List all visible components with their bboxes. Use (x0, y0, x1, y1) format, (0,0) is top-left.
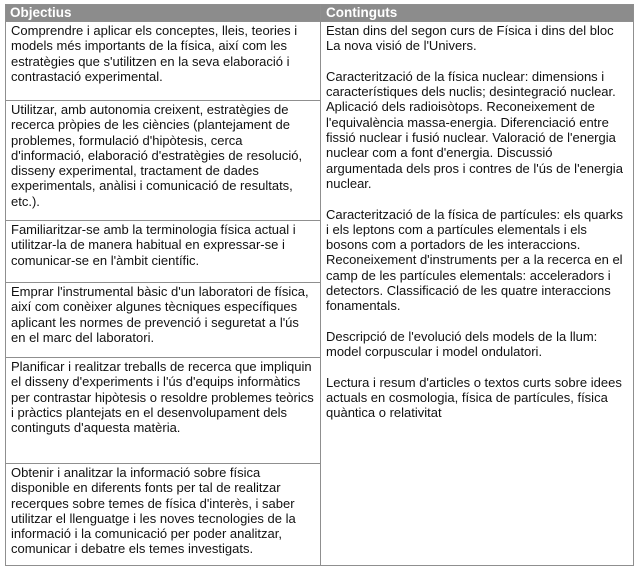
contingut-paragraph-4: Descripció de l'evolució dels models de la llum: model corpuscular i model ondulatori. (326, 328, 598, 360)
objectiu-cell-4: Emprar l'instrumental bàsic d'un laboratori de física, així com conèixer algunes tècniques específiques aplicant les normes de prevenció i seguretat a l'ús en el marc del laboratori. (11, 284, 309, 345)
contingut-paragraph-2: Caracterització de la física nuclear: dimensions i característiques dels nuclis; desintegració nuclear. Aplicació dels radioisòtops. Reconeixement de l'equivalència massa-energia. Diferenciació entre fissió nuclear i fusió nuclear. Valoració de l'energia nuclear com a font d'energia. Discussió argumentada dels pros i contres de l'ús de l'energia nuclear. (326, 68, 623, 191)
objectiu-cell-6: Obtenir i analitzar la informació sobre física disponible en diferents fonts per tal de realitzar recerques sobre temes de física d'interès, i saber utilitzar el llenguatge i les noves tecnologies de la informació i la comunicació per poder analitzar, comunicar i debatre els temes investigats. (11, 465, 296, 557)
contingut-paragraph-1: Estan dins del segon curs de Física i dins del bloc La nova visió de l'Univers. (326, 23, 614, 54)
header-objectius: Objectius (10, 5, 72, 20)
objectiu-cell-2: Utilitzar, amb autonomia creixent, estratègies de recerca pròpies de les ciències (plantejament de problemes, formulació d'hipòtesis, cerca d'informació, elaboració d'estratègies de resolució, disseny experimental, tractament de dades experimentals, anàlisi i comunicació de resultats, etc.). (11, 102, 303, 209)
objectiu-cell-3: Familiaritzar-se amb la terminologia física actual i utilitzar-la de manera habitual en expressar-se i comunicar-se en l'àmbit científic. (11, 222, 296, 268)
continguts-column (321, 22, 633, 436)
objectiu-cell-1: Comprendre i aplicar els conceptes, lleis, teories i models més importants de la física, així com les estratègies que s'utilitzen en la seva elaboració i contrastació experimental. (11, 23, 298, 84)
objectives-contents-table (5, 4, 634, 566)
objectiu-cell-5: Planificar i realitzar treballs de recerca que impliquin el disseny d'experiments i l'ús d'equips informàtics per contrastar hipòtesis o resoldre problemes teòrics i pràctics plantejats en el desenvolupament dels continguts d'aquesta matèria. (11, 359, 314, 436)
contingut-paragraph-3: Caracterització de la física de partícules: els quarks i els leptons com a partícules elementals i els bosons com a portadors de les interaccions. Reconeixement d'instruments per a la recerca en el camp de les partícules elementals: acceleradors i detectors. Classificació de les quatre interaccions fonamentals. (326, 206, 623, 314)
header-continguts: Continguts (326, 5, 398, 20)
contingut-paragraph-5: Lectura i resum d'articles o textos curts sobre idees actuals en cosmologia, física de partícules, física quàntica o relativitat (326, 374, 622, 421)
